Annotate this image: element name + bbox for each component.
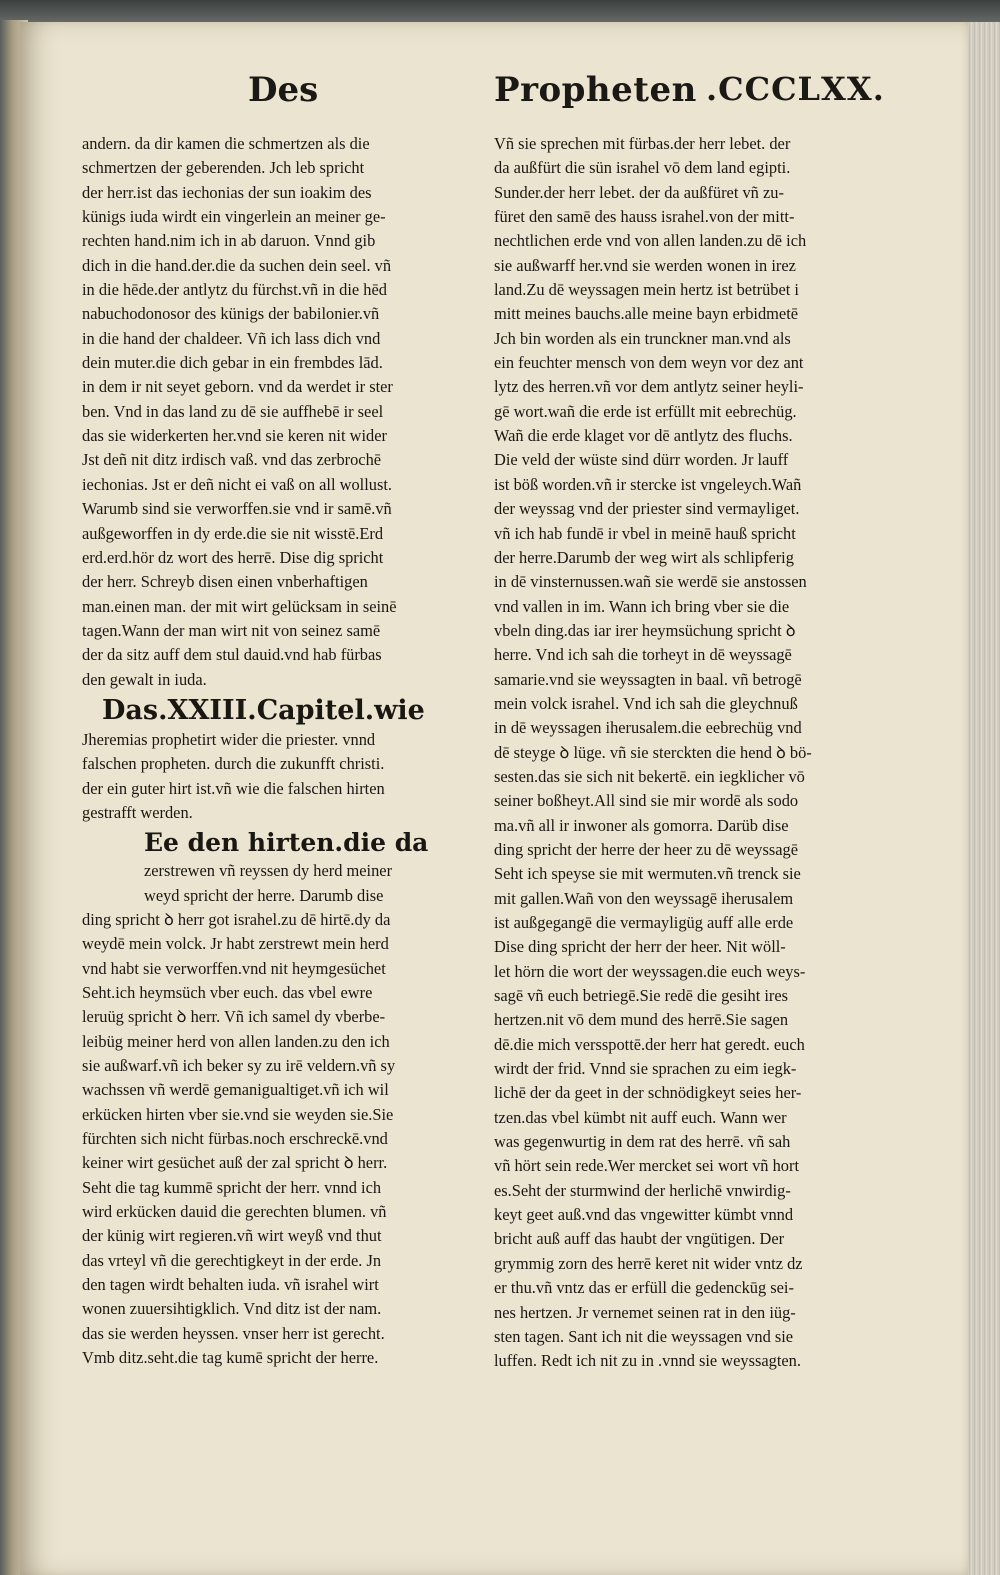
text-line: sten tagen. Sant ich nit die weyssagen vnd sie — [494, 1326, 794, 1346]
text-line: dē.die mich versspottē.der herr hat geredt. euch — [494, 1034, 805, 1054]
text-line: den gewalt in iuda. — [82, 669, 207, 689]
text-line: rechten hand.nim ich in ab daruon. Vnnd gib — [82, 231, 376, 251]
text-line: andern. da dir kamen die schmertzen als die — [82, 134, 370, 153]
text-line: der weyssag vnd der priester sind vermayliget. — [494, 499, 800, 519]
folio-number: .CCCLXX. — [706, 70, 885, 108]
text-line: weydē mein volck. Jr habt zerstrewt mein herd — [82, 934, 389, 954]
text-line: künigs iuda wirdt ein vingerlein an meiner ge- — [82, 207, 386, 227]
text-line: leruüg spricht ꝺ herr. Vñ ich samel dy vberbe- — [82, 1007, 386, 1027]
text-line: wachssen vñ werdē gemanigualtiget.vñ ich wil — [82, 1080, 389, 1100]
text-line: leibüg meiner herd von allen landen.zu den ich — [82, 1031, 390, 1051]
running-header-left: Des — [248, 70, 319, 110]
text-line: man.einen man. der mit wirt gelücksam in seinē — [82, 596, 397, 616]
text-line: wonen zuuersihtigklich. Vnd ditz ist der nam. — [82, 1299, 382, 1319]
text-line: das sie widerkerten her.vnd sie keren nit wider — [82, 426, 387, 446]
text-line: nechtlichen erde vnd von allen landen.zu dē ich — [494, 231, 807, 251]
text-line: in die hand der chaldeer. Vñ ich lass dich vnd — [82, 328, 381, 348]
text-line: gē wort.wañ die erde ist erfüllt mit eebrechüg. — [494, 401, 797, 421]
text-line: luffen. Redt ich nit zu in .vnnd sie weyssagten. — [494, 1351, 801, 1371]
text-line: hertzen.nit vō dem mund des herrē.Sie sagen — [494, 1010, 789, 1030]
text-line: weyd spricht der herre. Darumb dise — [144, 885, 384, 905]
text-line: Seht ich speyse sie mit wermuten.vñ trenck sie — [494, 864, 801, 884]
text-line: ein feuchter mensch von dem weyn vor dez ant — [494, 353, 804, 373]
text-line: herre. Vnd ich sah die torheyt in dē weyssagē — [494, 645, 792, 665]
text-line: keyt geet auß.vnd das vngewitter kümbt vnnd — [494, 1205, 794, 1225]
text-line: in dem ir nit seyet geborn. vnd da werdet ir ster — [82, 377, 393, 397]
text-line: vñ hört sein rede.Wer mercket sei wort vñ hort — [494, 1156, 799, 1176]
chapter-heading: Das.XXIII.Capitel.wie — [102, 694, 425, 726]
text-line: fürchten sich nicht fürbas.noch erschreckē.vnd — [82, 1129, 388, 1149]
text-line: Vmb ditz.seht.die tag kumē spricht der herre. — [82, 1348, 379, 1368]
text-line: sie außwarff her.vnd sie werden wonen in irez — [494, 255, 796, 275]
text-line: samarie.vnd sie weyssagten in baal. vñ betrogē — [494, 669, 802, 689]
text-line: Vñ sie sprechen mit fürbas.der herr lebet. der — [494, 134, 791, 153]
text-line: bricht auß auff das haubt der vngütigen. Der — [494, 1229, 785, 1249]
text-line: tagen.Wann der man wirt nit von seinez samē — [82, 620, 381, 640]
left-column-text-bottom — [82, 908, 432, 1371]
text-line: dein muter.die dich gebar in ein frembdes lād. — [82, 353, 383, 373]
text-line: lytz des herren.vñ vor dem antlytz seiner heyli- — [494, 377, 804, 397]
text-line: was gegenwurtig in dem rat des herrē. vñ sah — [494, 1132, 791, 1152]
text-line: ben. Vnd in das land zu dē sie auffhebē ir seel — [82, 401, 384, 421]
text-line: Seht.ich heymsüch vber euch. das vbel ewre — [82, 983, 373, 1002]
text-line: wirdt der frid. Vnnd sie sprachen zu eim iegk- — [494, 1059, 797, 1079]
text-line: der herr. Schreyb disen einen vnberhaftigen — [82, 572, 368, 592]
text-line: tzen.das vbel kümbt nit auff euch. Wann wer — [494, 1107, 787, 1127]
text-line: keiner wirt gesüchet auß der zal spricht ꝺ herr. — [82, 1153, 388, 1173]
text-line: der herre.Darumb der weg wirt als schlipferig — [494, 547, 794, 567]
text-line: Jch bin worden als ein trunckner man.vnd als — [494, 328, 791, 348]
text-line: dē steyge ꝺ lüge. vñ sie sterckten die hend ꝺ bö- — [494, 742, 812, 762]
text-line: erd.erd.hör dz wort des herrē. Dise dig spricht — [82, 547, 384, 567]
text-line: nabuchodonosor des künigs der babilonier.vñ — [82, 304, 380, 324]
left-column-text-top — [82, 132, 432, 692]
text-line: da außfürt die sün israhel vō dem land egipti. — [494, 158, 791, 178]
chapter-summary — [82, 728, 432, 825]
text-line: ding spricht der herre der heer zu dē weyssagē — [494, 839, 799, 859]
text-column-left — [82, 132, 432, 1371]
text-line: in die hēde.der antlytz du fürchst.vñ in die hēd — [82, 280, 387, 300]
text-line: es.Seht der sturmwind der herlichē vnwirdig- — [494, 1180, 791, 1200]
text-line: Dise ding spricht der herr der heer. Nit wöll- — [494, 937, 786, 957]
text-line: ist außgegangē die vermayligüg auff alle erde — [494, 913, 794, 932]
text-line: grymmig zorn des herrē keret nit wider vntz dz — [494, 1253, 803, 1273]
text-line: iechonias. Jst er deñ nicht ei vaß on all wollust. — [82, 474, 392, 494]
text-line: let hörn die wort der weyssagen.die euch weys- — [494, 961, 806, 981]
text-line: er thu.vñ vntz das er erfüll die gedenckūg sei- — [494, 1278, 794, 1298]
text-line: dich in die hand.der.die da suchen dein seel. vñ — [82, 255, 392, 275]
text-line: wird erkücken dauid die gerechten blumen. vñ — [82, 1202, 387, 1222]
text-line: zerstrewen vñ reyssen dy herd meiner — [144, 861, 393, 881]
text-line: sie außwarf.vñ ich beker sy zu irē veldern.vñ sy — [82, 1056, 396, 1076]
text-line: Jheremias prophetirt wider die priester. vnnd — [82, 729, 376, 749]
text-line: erkücken hirten vber sie.vnd sie weyden sie.Sie — [82, 1104, 394, 1124]
text-line: Die veld der wüste sind dürr worden. Jr lauff — [494, 450, 789, 470]
text-line: Sunder.der herr lebet. der da außfüret vñ zu- — [494, 182, 784, 202]
text-line: mit gallen.Wañ von den weyssagē iherusalem — [494, 888, 794, 908]
text-line: vnd vallen in im. Wann ich bring vber sie die — [494, 596, 790, 616]
text-line: der ein guter hirt ist.vñ wie die falschen hirten — [82, 778, 385, 798]
text-line: seiner boßheyt.All sind sie mir wordē als sodo — [494, 791, 799, 811]
text-line: den tagen wirdt behalten iuda. vñ israhel wirt — [82, 1275, 379, 1295]
incipit-continuation — [82, 859, 432, 908]
text-line: Wañ die erde klaget vor dē antlytz des fluchs. — [494, 426, 793, 446]
text-line: Seht die tag kummē spricht der herr. vnnd ich — [82, 1177, 382, 1197]
text-line: außgeworffen in dy erde.die sie nit wisstē.Erd — [82, 523, 384, 543]
text-line: ist böß worden.vñ ir stercke ist vngeleych.Wañ — [494, 474, 802, 494]
running-header-right: Propheten — [494, 70, 697, 110]
text-line: vnd habt sie verworffen.vnd nit heymgesüchet — [82, 958, 386, 978]
text-line: der da sitz auff dem stul dauid.vnd hab fürbas — [82, 645, 382, 665]
text-line: schmertzen der geberenden. Jch leb spricht — [82, 158, 365, 178]
text-line: land.Zu dē weyssagen mein hertz ist betrübet i — [494, 280, 799, 300]
text-line: Warumb sind sie verworffen.sie vnd ir samē.vñ — [82, 499, 392, 519]
text-line: sagē vñ euch betriegē.Sie redē die gesiht ires — [494, 986, 789, 1006]
text-line: gestrafft werden. — [82, 802, 193, 822]
text-line: sesten.das sie sich nit bekertē. ein iegklicher vō — [494, 766, 805, 786]
text-line: mein volck israhel. Vnd ich sah die gleychnuß — [494, 693, 798, 713]
page-stack-edge-right — [968, 22, 1000, 1575]
text-column-right — [494, 132, 850, 1374]
text-line: ma.vñ all ir inwoner als gomorra. Darüb dise — [494, 815, 789, 835]
text-line: lichē der da geet in der schnödigkeyt seies her- — [494, 1083, 802, 1103]
text-line: der künig wirt regieren.vñ wirt weyß vnd thut — [82, 1226, 382, 1246]
text-line: der herr.ist das iechonias der sun ioakim des — [82, 182, 372, 202]
text-line: vbeln ding.das iar irer heymsüchung spricht ꝺ — [494, 620, 796, 640]
text-line: falschen propheten. durch die zukunfft christi. — [82, 754, 385, 774]
text-line: mitt meines bauchs.alle meine bayn erbidmetē — [494, 304, 799, 324]
text-line: füret den samē des hauss israhel.von der mitt- — [494, 207, 795, 227]
text-line: vñ ich hab fundē ir vbel in meinē hauß spricht — [494, 523, 796, 543]
text-line: nes hertzen. Jr vernemet seinen rat in den iüg- — [494, 1302, 796, 1322]
right-column-text — [494, 132, 850, 1374]
chapter-incipit: Ee den hirten.die da — [144, 828, 429, 858]
text-line: Jst deñ nit ditz irdisch vaß. vnd das zerbrochē — [82, 450, 382, 470]
text-line: in dē weyssagen iherusalem.die eebrechüg vnd — [494, 718, 802, 738]
text-line: ding spricht ꝺ herr got israhel.zu dē hirtē.dy da — [82, 909, 391, 929]
text-line: das sie werden heyssen. vnser herr ist gerecht. — [82, 1323, 385, 1343]
text-line: in dē vinsternussen.wañ sie werdē sie anstossen — [494, 572, 807, 592]
text-line: das vrteyl vñ die gerechtigkeyt in der erde. Jn — [82, 1250, 382, 1270]
